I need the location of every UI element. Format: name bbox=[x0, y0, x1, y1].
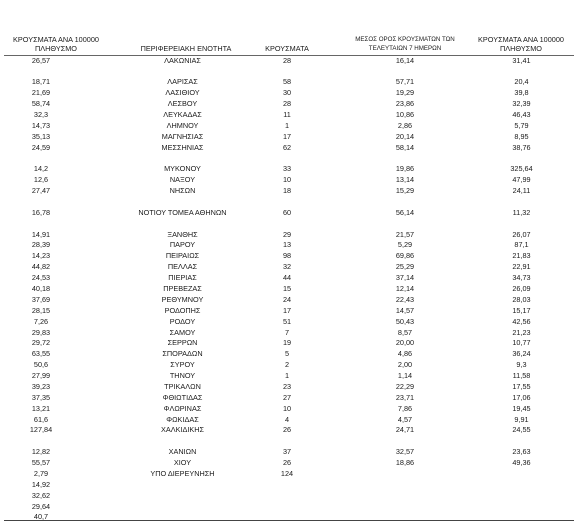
cell-seven-day-average: 18,86 bbox=[395, 458, 415, 468]
cell-regional-unit: ΧΙΟΥ bbox=[173, 458, 192, 468]
table-row bbox=[0, 371, 580, 382]
cell-seven-day-average: 19,29 bbox=[395, 88, 415, 98]
cell-cases-per-100k-left: 28,15 bbox=[31, 305, 51, 315]
cell-cases-per-100k-right: 23,63 bbox=[512, 447, 531, 457]
cell-seven-day-average: 8,57 bbox=[397, 327, 413, 337]
cell-cases-per-100k-left: 32,62 bbox=[31, 490, 51, 500]
table-row bbox=[0, 186, 580, 197]
cell-cases-per-100k-left: 7,26 bbox=[33, 316, 49, 326]
cell-regional-unit: ΝΟΤΙΟΥ ΤΟΜΕΑ ΑΘΗΝΩΝ bbox=[138, 207, 227, 217]
header-cases-per-100k-right: ΚΡΟΥΣΜΑΤΑ ΑΝΑ 100000 ΠΛΗΘΥΣΜΟ bbox=[478, 35, 564, 53]
cell-regional-unit: ΡΟΔΟΥ bbox=[169, 316, 196, 326]
cell-cases-per-100k-left: 40,7 bbox=[33, 512, 49, 522]
cell-seven-day-average: 57,71 bbox=[395, 77, 415, 87]
cell-regional-unit: ΛΑΚΩΝΙΑΣ bbox=[164, 55, 201, 65]
cell-seven-day-average: 50,43 bbox=[395, 316, 415, 326]
table-row bbox=[0, 295, 580, 306]
cell-cases-per-100k-right: 28,03 bbox=[512, 294, 531, 304]
table-row bbox=[0, 317, 580, 328]
cell-cases: 27 bbox=[282, 392, 292, 402]
cell-seven-day-average: 37,14 bbox=[395, 273, 415, 283]
cell-cases-per-100k-left: 27,99 bbox=[31, 371, 51, 381]
cell-seven-day-average: 56,14 bbox=[395, 207, 415, 217]
cell-cases-per-100k-left: 27,47 bbox=[31, 186, 51, 196]
cell-regional-unit: ΡΟΔΟΠΗΣ bbox=[164, 305, 201, 315]
table-row bbox=[0, 338, 580, 349]
cell-seven-day-average: 15,29 bbox=[395, 186, 415, 196]
cell-cases-per-100k-right: 15,17 bbox=[512, 305, 531, 315]
cell-cases: 23 bbox=[282, 381, 292, 391]
table-row bbox=[0, 469, 580, 480]
cell-seven-day-average: 24,71 bbox=[395, 425, 415, 435]
header-cases: ΚΡΟΥΣΜΑΤΑ bbox=[265, 44, 309, 53]
cell-cases-per-100k-right: 32,39 bbox=[512, 99, 531, 109]
cell-cases-per-100k-left: 29,64 bbox=[31, 501, 51, 511]
cell-cases: 17 bbox=[282, 305, 292, 315]
cell-cases: 11 bbox=[283, 109, 291, 119]
cell-cases-per-100k-left: 18,71 bbox=[31, 77, 51, 87]
cell-seven-day-average: 13,14 bbox=[395, 175, 415, 185]
table-row bbox=[0, 512, 580, 523]
cell-cases-per-100k-left: 14,2 bbox=[33, 164, 49, 174]
cell-cases: 30 bbox=[282, 88, 292, 98]
table-row bbox=[0, 164, 580, 175]
cell-cases-per-100k-left: 16,78 bbox=[31, 207, 51, 217]
cell-cases: 26 bbox=[282, 425, 292, 435]
cell-cases: 28 bbox=[282, 99, 292, 109]
cell-cases: 13 bbox=[282, 240, 292, 250]
cell-regional-unit: ΠΕΙΡΑΙΩΣ bbox=[165, 251, 200, 261]
cell-seven-day-average: 12,14 bbox=[395, 283, 415, 293]
cell-cases: 29 bbox=[282, 229, 292, 239]
table-row bbox=[0, 273, 580, 284]
cell-cases-per-100k-left: 14,92 bbox=[31, 479, 51, 489]
cell-cases-per-100k-right: 87,1 bbox=[514, 240, 529, 250]
cell-regional-unit: ΤΗΝΟΥ bbox=[169, 371, 196, 381]
cell-cases-per-100k-right: 39,8 bbox=[514, 88, 529, 98]
table-row bbox=[0, 262, 580, 273]
cell-seven-day-average: 7,86 bbox=[397, 403, 413, 413]
table-row bbox=[0, 404, 580, 415]
table-row bbox=[0, 480, 580, 491]
cell-regional-unit: ΣΕΡΡΩΝ bbox=[167, 338, 198, 348]
table-row bbox=[0, 415, 580, 426]
table-row bbox=[0, 360, 580, 371]
cell-cases-per-100k-left: 2,79 bbox=[33, 468, 49, 478]
cell-seven-day-average: 4,57 bbox=[397, 414, 413, 424]
cell-cases-per-100k-left: 29,72 bbox=[31, 338, 51, 348]
cell-cases: 10 bbox=[282, 175, 292, 185]
table-row bbox=[0, 66, 580, 77]
table-row bbox=[0, 328, 580, 339]
header-seven-day-average: ΜΕΣΟΣ ΟΡΟΣ ΚΡΟΥΣΜΑΤΩΝ ΤΩΝ ΤΕΛΕΥΤΑΙΩΝ 7 ΗΜΕΡΩΝ bbox=[355, 36, 455, 52]
cell-cases-per-100k-right: 26,07 bbox=[512, 229, 531, 239]
cell-cases-per-100k-right: 21,83 bbox=[512, 251, 531, 261]
cell-cases: 124 bbox=[280, 468, 294, 478]
cell-seven-day-average: 21,57 bbox=[395, 229, 415, 239]
cell-seven-day-average: 22,43 bbox=[395, 294, 415, 304]
cell-seven-day-average: 25,29 bbox=[395, 262, 415, 272]
cell-regional-unit: ΝΗΣΩΝ bbox=[169, 186, 196, 196]
cell-seven-day-average: 19,86 bbox=[395, 164, 415, 174]
cell-seven-day-average: 23,71 bbox=[395, 392, 415, 402]
cell-cases: 37 bbox=[282, 447, 292, 457]
cell-cases-per-100k-left: 14,73 bbox=[31, 120, 51, 130]
cell-cases-per-100k-right: 36,24 bbox=[512, 349, 531, 359]
cell-regional-unit: ΜΑΓΝΗΣΙΑΣ bbox=[161, 131, 204, 141]
cell-seven-day-average: 1,14 bbox=[397, 371, 413, 381]
cell-cases: 18 bbox=[282, 186, 292, 196]
cell-regional-unit: ΦΘΙΩΤΙΔΑΣ bbox=[162, 392, 203, 402]
cell-cases-per-100k-right: 49,36 bbox=[512, 458, 531, 468]
cell-regional-unit: ΠΙΕΡΙΑΣ bbox=[168, 273, 197, 283]
table-row bbox=[0, 502, 580, 513]
cell-cases-per-100k-left: 35,13 bbox=[31, 131, 51, 141]
cell-cases-per-100k-right: 11,32 bbox=[512, 207, 531, 217]
cell-regional-unit: ΠΡΕΒΕΖΑΣ bbox=[163, 283, 202, 293]
cell-cases: 98 bbox=[282, 251, 292, 261]
cell-seven-day-average: 2,86 bbox=[397, 120, 413, 130]
cell-cases-per-100k-left: 29,83 bbox=[31, 327, 51, 337]
cell-cases: 26 bbox=[282, 458, 292, 468]
cell-cases-per-100k-left: 44,82 bbox=[31, 262, 51, 272]
cell-regional-unit: ΠΑΡΟΥ bbox=[169, 240, 196, 250]
cell-seven-day-average: 23,86 bbox=[395, 99, 415, 109]
table-row bbox=[0, 458, 580, 469]
cell-cases-per-100k-left: 61,6 bbox=[33, 414, 49, 424]
table-row bbox=[0, 110, 580, 121]
cell-cases-per-100k-left: 24,59 bbox=[31, 142, 51, 152]
cell-cases: 24 bbox=[282, 294, 292, 304]
cell-cases: 1 bbox=[284, 371, 290, 381]
cell-cases-per-100k-right: 10,77 bbox=[512, 338, 531, 348]
table-row bbox=[0, 77, 580, 88]
cell-cases-per-100k-left: 12,82 bbox=[31, 447, 51, 457]
cell-cases-per-100k-left: 37,35 bbox=[31, 392, 51, 402]
cell-seven-day-average: 58,14 bbox=[395, 142, 415, 152]
table-row bbox=[0, 436, 580, 447]
table-row bbox=[0, 121, 580, 132]
cell-regional-unit: ΠΕΛΛΑΣ bbox=[167, 262, 198, 272]
cell-cases-per-100k-right: 21,23 bbox=[512, 327, 531, 337]
cell-regional-unit: ΤΡΙΚΑΛΩΝ bbox=[164, 381, 201, 391]
cell-cases: 33 bbox=[282, 164, 292, 174]
cell-cases-per-100k-right: 22,91 bbox=[512, 262, 531, 272]
cell-cases: 1 bbox=[284, 120, 290, 130]
cell-cases-per-100k-left: 12,6 bbox=[33, 175, 49, 185]
table-row bbox=[0, 143, 580, 154]
cell-cases-per-100k-right: 5,79 bbox=[514, 120, 529, 130]
cell-regional-unit: ΝΑΞΟΥ bbox=[169, 175, 196, 185]
table-row bbox=[0, 491, 580, 502]
cell-cases-per-100k-right: 24,55 bbox=[512, 425, 531, 435]
cell-cases-per-100k-right: 20,4 bbox=[514, 77, 529, 87]
cell-cases-per-100k-left: 32,3 bbox=[33, 109, 49, 119]
cell-cases-per-100k-right: 9,91 bbox=[514, 414, 529, 424]
cell-cases-per-100k-left: 14,23 bbox=[31, 251, 51, 261]
cell-cases-per-100k-left: 50,6 bbox=[33, 360, 49, 370]
table-row bbox=[0, 306, 580, 317]
cell-regional-unit: ΛΕΣΒΟΥ bbox=[167, 99, 198, 109]
header-regional-unit: ΠΕΡΙΦΕΡΕΙΑΚΗ ΕΝΟΤΗΤΑ bbox=[140, 44, 232, 53]
cell-regional-unit: ΜΥΚΟΝΟΥ bbox=[164, 164, 201, 174]
cell-seven-day-average: 16,14 bbox=[395, 55, 415, 65]
cell-cases-per-100k-left: 14,91 bbox=[31, 229, 51, 239]
cell-cases-per-100k-right: 26,09 bbox=[512, 283, 531, 293]
cell-cases: 15 bbox=[282, 283, 292, 293]
cell-cases-per-100k-left: 13,21 bbox=[31, 403, 51, 413]
cell-regional-unit: ΛΑΣΙΘΙΟΥ bbox=[165, 88, 200, 98]
table-row bbox=[0, 425, 580, 436]
cell-cases-per-100k-left: 37,69 bbox=[31, 294, 51, 304]
table-row bbox=[0, 230, 580, 241]
cell-cases-per-100k-right: 47,99 bbox=[512, 175, 531, 185]
cell-regional-unit: ΣΥΡΟΥ bbox=[170, 360, 195, 370]
cell-cases-per-100k-right: 34,73 bbox=[512, 273, 531, 283]
cell-cases: 60 bbox=[282, 207, 292, 217]
table-row bbox=[0, 382, 580, 393]
cell-seven-day-average: 32,57 bbox=[395, 447, 415, 457]
table-row bbox=[0, 393, 580, 404]
cell-cases-per-100k-left: 21,69 bbox=[31, 88, 51, 98]
cell-regional-unit: ΥΠΟ ΔΙΕΡΕΥΝΗΣΗ bbox=[150, 468, 215, 478]
cell-seven-day-average: 69,86 bbox=[395, 251, 415, 261]
table-row bbox=[0, 349, 580, 360]
cell-cases: 28 bbox=[282, 55, 292, 65]
cell-seven-day-average: 5,29 bbox=[397, 240, 413, 250]
cell-cases: 17 bbox=[282, 131, 292, 141]
cell-seven-day-average: 4,86 bbox=[397, 349, 413, 359]
cell-regional-unit: ΛΕΥΚΑΔΑΣ bbox=[163, 109, 202, 119]
cell-regional-unit: ΧΑΛΚΙΔΙΚΗΣ bbox=[160, 425, 205, 435]
cell-cases-per-100k-left: 28,39 bbox=[31, 240, 51, 250]
cell-cases-per-100k-right: 9,3 bbox=[516, 360, 527, 370]
cell-cases-per-100k-left: 58,74 bbox=[31, 99, 51, 109]
cell-cases-per-100k-right: 8,95 bbox=[514, 131, 529, 141]
table-row bbox=[0, 447, 580, 458]
cell-cases-per-100k-right: 11,58 bbox=[512, 371, 531, 381]
bottom-rule bbox=[4, 520, 574, 521]
cell-cases-per-100k-right: 46,43 bbox=[512, 109, 531, 119]
cell-regional-unit: ΜΕΣΣΗΝΙΑΣ bbox=[161, 142, 204, 152]
cell-cases: 7 bbox=[284, 327, 290, 337]
cell-regional-unit: ΧΑΝΙΩΝ bbox=[168, 447, 197, 457]
table-row bbox=[0, 175, 580, 186]
cell-regional-unit: ΦΩΚΙΔΑΣ bbox=[166, 414, 199, 424]
table-row bbox=[0, 219, 580, 230]
cell-cases-per-100k-right: 42,56 bbox=[512, 316, 531, 326]
cell-cases: 5 bbox=[284, 349, 290, 359]
table-row bbox=[0, 197, 580, 208]
cell-seven-day-average: 2,00 bbox=[397, 360, 413, 370]
cell-cases-per-100k-left: 63,55 bbox=[31, 349, 51, 359]
cell-regional-unit: ΛΑΡΙΣΑΣ bbox=[167, 77, 198, 87]
table-row bbox=[0, 56, 580, 67]
cell-cases: 19 bbox=[282, 338, 292, 348]
cell-cases: 62 bbox=[282, 142, 292, 152]
cell-cases-per-100k-left: 24,53 bbox=[31, 273, 51, 283]
table-row bbox=[0, 88, 580, 99]
cell-cases: 32 bbox=[282, 262, 292, 272]
cell-regional-unit: ΣΠΟΡΑΔΩΝ bbox=[162, 349, 203, 359]
cell-cases: 4 bbox=[284, 414, 290, 424]
cell-seven-day-average: 14,57 bbox=[395, 305, 415, 315]
cell-cases-per-100k-right: 38,76 bbox=[512, 142, 531, 152]
cell-cases: 44 bbox=[282, 273, 292, 283]
cell-seven-day-average: 22,29 bbox=[395, 381, 415, 391]
table-row bbox=[0, 208, 580, 219]
cell-regional-unit: ΞΑΝΘΗΣ bbox=[167, 229, 198, 239]
cell-cases-per-100k-right: 24,11 bbox=[512, 186, 531, 196]
table-row bbox=[0, 284, 580, 295]
cell-seven-day-average: 10,86 bbox=[395, 109, 415, 119]
cell-cases-per-100k-right: 17,06 bbox=[512, 392, 531, 402]
cell-regional-unit: ΦΛΩΡΙΝΑΣ bbox=[163, 403, 202, 413]
table-row bbox=[0, 132, 580, 143]
cell-cases-per-100k-left: 127,84 bbox=[29, 425, 53, 435]
cell-cases: 2 bbox=[284, 360, 290, 370]
cell-cases-per-100k-right: 325,64 bbox=[510, 164, 533, 174]
table-row bbox=[0, 240, 580, 251]
cell-seven-day-average: 20,00 bbox=[395, 338, 415, 348]
table-row bbox=[0, 251, 580, 262]
cell-seven-day-average: 20,14 bbox=[395, 131, 415, 141]
cell-regional-unit: ΡΕΘΥΜΝΟΥ bbox=[161, 294, 204, 304]
table-row bbox=[0, 99, 580, 110]
cell-cases-per-100k-right: 17,55 bbox=[512, 381, 531, 391]
cell-cases-per-100k-left: 55,57 bbox=[31, 458, 51, 468]
cell-cases: 51 bbox=[282, 316, 292, 326]
cell-cases: 58 bbox=[282, 77, 292, 87]
header-cases-per-100k-left: ΚΡΟΥΣΜΑΤΑ ΑΝΑ 100000 ΠΛΗΘΥΣΜΟ bbox=[13, 35, 99, 53]
table-row bbox=[0, 153, 580, 164]
cell-cases-per-100k-left: 39,23 bbox=[31, 381, 51, 391]
cell-regional-unit: ΛΗΜΝΟΥ bbox=[166, 120, 199, 130]
cell-cases-per-100k-left: 26,57 bbox=[31, 55, 51, 65]
cell-cases-per-100k-left: 40,18 bbox=[31, 283, 51, 293]
cell-cases-per-100k-right: 19,45 bbox=[512, 403, 531, 413]
cell-cases-per-100k-right: 31,41 bbox=[512, 55, 531, 65]
cell-regional-unit: ΣΑΜΟΥ bbox=[169, 327, 196, 337]
cell-cases: 10 bbox=[282, 403, 292, 413]
